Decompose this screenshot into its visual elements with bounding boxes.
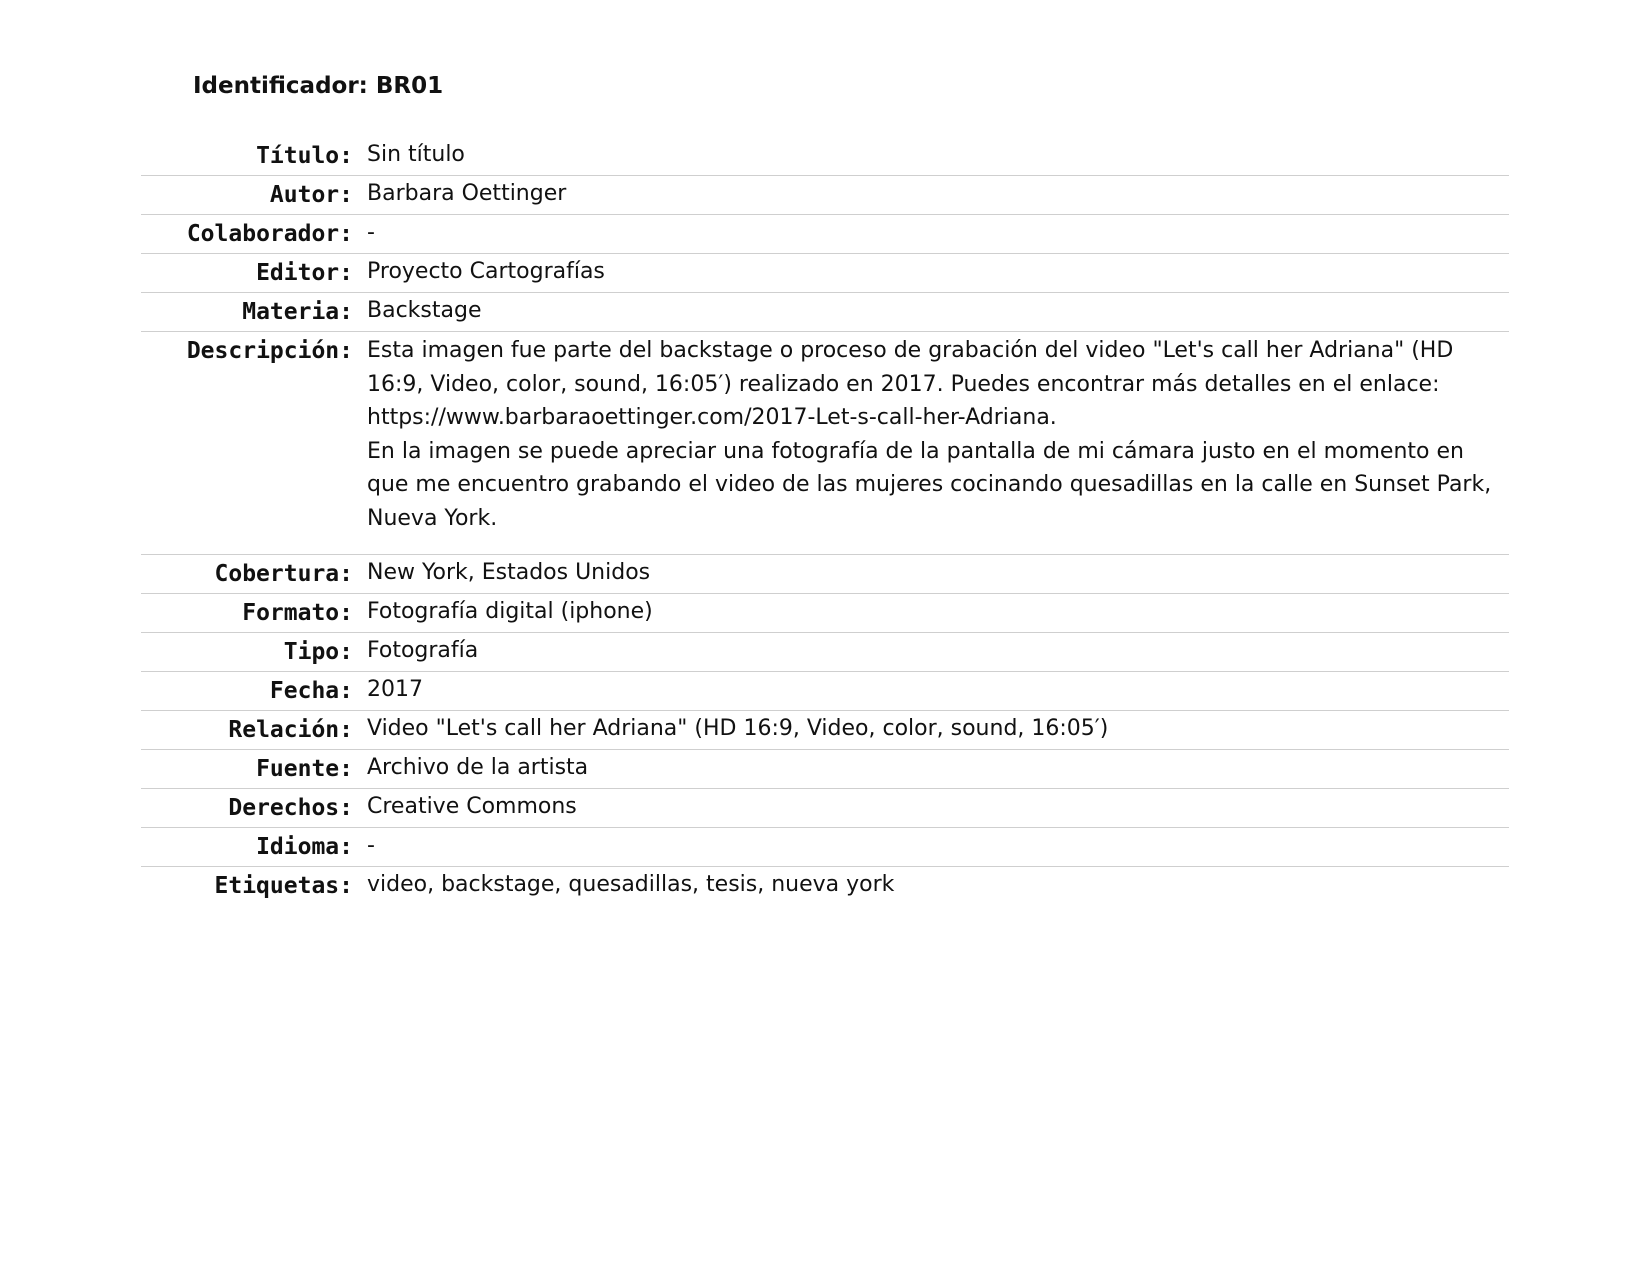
- field-row-titulo: [141, 137, 1509, 176]
- field-value-derechos: Creative Commons: [367, 794, 577, 819]
- description-paragraph: Esta imagen fue parte del backstage o proceso de grabación del video "Let's call her Adriana" (HD 16:9, Video, color, sound, 16:05′) realizado en 2017. Puedes encontrar más detalles en el enlace: https://www.barbaraoettinger.com/2017-Let-s-call-her-Adriana.: [367, 338, 1454, 431]
- field-value-colaborador: -: [367, 220, 375, 245]
- field-label-descripcion: Descripción:: [186, 338, 353, 364]
- field-row-descripcion: [141, 332, 1509, 555]
- field-value-etiquetas: video, backstage, quesadillas, tesis, nueva york: [367, 872, 895, 897]
- field-value-tipo: Fotografía: [367, 638, 479, 663]
- field-row-formato: [141, 594, 1509, 633]
- field-label-idioma: Idioma:: [256, 834, 353, 860]
- field-label-relacion: Relación:: [228, 717, 353, 743]
- metadata-table: [141, 137, 1509, 906]
- field-value-idioma: -: [367, 833, 375, 858]
- field-value-fuente: Archivo de la artista: [367, 755, 589, 780]
- field-label-etiquetas: Etiquetas:: [214, 873, 353, 899]
- field-label-cobertura: Cobertura:: [214, 561, 353, 587]
- field-label-autor: Autor:: [269, 182, 353, 208]
- field-row-autor: [141, 176, 1509, 215]
- field-value-autor: Barbara Oettinger: [367, 181, 567, 206]
- field-label-colaborador: Colaborador:: [186, 221, 353, 247]
- field-row-relacion: [141, 711, 1509, 750]
- field-row-editor: [141, 254, 1509, 293]
- field-row-materia: [141, 293, 1509, 332]
- field-label-titulo: Título:: [256, 143, 353, 169]
- field-row-fecha: [141, 672, 1509, 711]
- field-value-materia: Backstage: [367, 298, 482, 323]
- field-value-descripcion: [353, 332, 1509, 536]
- field-row-idioma: [141, 828, 1509, 867]
- field-row-etiquetas: [141, 867, 1509, 906]
- record-identifier: Identificador: BR01: [193, 73, 444, 99]
- field-value-titulo: Sin título: [367, 142, 465, 167]
- field-label-fecha: Fecha:: [269, 678, 353, 704]
- field-label-tipo: Tipo:: [283, 639, 353, 665]
- field-row-derechos: [141, 789, 1509, 828]
- field-label-editor: Editor:: [256, 260, 353, 286]
- field-row-tipo: [141, 633, 1509, 672]
- field-value-formato: Fotografía digital (iphone): [367, 599, 653, 624]
- field-value-relacion: Video "Let's call her Adriana" (HD 16:9, Video, color, sound, 16:05′): [367, 716, 1109, 741]
- field-label-materia: Materia:: [242, 299, 353, 325]
- field-row-colaborador: [141, 215, 1509, 254]
- field-row-cobertura: [141, 555, 1509, 594]
- field-label-formato: Formato:: [242, 600, 353, 626]
- field-value-cobertura: New York, Estados Unidos: [367, 560, 651, 585]
- field-value-editor: Proyecto Cartografías: [367, 259, 605, 284]
- field-label-derechos: Derechos:: [228, 795, 353, 821]
- field-value-fecha: 2017: [367, 677, 423, 702]
- description-paragraph: En la imagen se puede apreciar una fotografía de la pantalla de mi cámara justo en el momento en que me encuentro grabando el video de las mujeres cocinando quesadillas en la calle en Sunset Park, Nueva York.: [367, 438, 1492, 531]
- field-row-fuente: [141, 750, 1509, 789]
- field-label-fuente: Fuente:: [256, 756, 353, 782]
